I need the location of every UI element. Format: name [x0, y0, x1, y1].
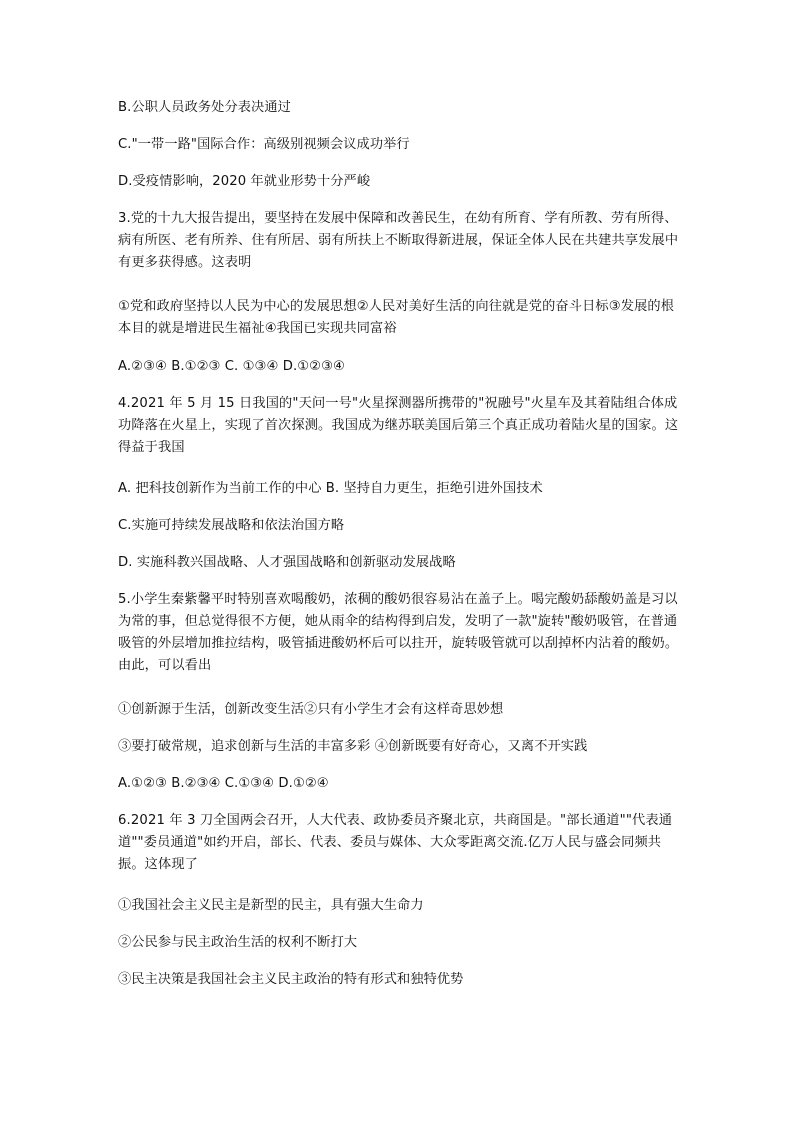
question-6-statement-2: ②公民参与民主政治生活的权利不断打大	[118, 935, 358, 950]
question-6-stem: 6.2021 年 3 刀全国两会召开，人大代表、政协委员齐聚北京，共商国是。"部长通道""代表通道""委员通道"如约开启，部长、代表、委员与媒体、大众零距离交流.亿万人民与盛会同频共振。这体现了	[118, 813, 673, 872]
question-3-options: A.②③④ B.①②③ C. ①③④ D.①②③④	[118, 359, 345, 374]
question-5-stem: 5.小学生秦紫馨平时特别喜欢喝酸奶，浓稠的酸奶很容易沾在盖子上。喝完酸奶舔酸奶盖是习以为常的事，但总觉得很不方便，她从雨伞的结构得到启发，发明了一款"旋转"酸奶吸管，在普通吸管的外层增加推拉结构，吸管插进酸奶杯后可以拄开，旋转吸管就可以刮掉杯内沾着的酸奶。由此，可以看出	[118, 592, 679, 673]
question-4-option-c: C.实施可持续发展战略和依法治国方略	[118, 518, 345, 533]
question-4-options-ab: A. 把科技创新作为当前工作的中心 B. 坚持自力更生，拒绝引进外国技术	[118, 481, 543, 496]
question-4-stem: 4.2021 年 5 月 15 日我国的"天问一号"火星探测器所携带的"祝融号"火星车及其着陆组合体成功降落在火星上，实现了首次探测。我国成为继苏联美国后第三个真正成功着陆火星的国家。这得益于我国	[118, 396, 679, 455]
question-5-statements-3-4: ③要打破常规，追求创新与生活的丰富多彩 ④创新既要有好奇心，又离不开实践	[118, 739, 588, 754]
question-6-statement-3: ③民主决策是我国社会主义民主政治的特有形式和独特优势	[118, 972, 464, 987]
question-4-option-d: D. 实施科教兴国战略、人才强国战略和创新驱动发展战略	[118, 555, 456, 570]
question-3-statements: ①党和政府坚持以人民为中心的发展思想②人民对美好生活的向往就是党的奋斗日标③发展的根本目的就是增进民生福祉④我国已实现共同富裕	[118, 299, 675, 336]
option-d-line: D.受疫情影响，2020 年就业形势十分严峻	[118, 174, 371, 189]
question-6-statement-1: ①我国社会主义民主是新型的民主，具有强大生命力	[118, 898, 424, 913]
option-c-line: C."一带一路"国际合作：高级别视频会议成功举行	[118, 137, 410, 152]
question-3-stem: 3.党的十九大报告提出，要坚持在发展中保障和改善民生，在幼有所育、学有所教、劳有所得、病有所医、老有所养、住有所居、弱有所扶上不断取得新进展，保证全体人民在共建共享发展中有更多获得感。这表明	[118, 211, 679, 270]
option-b-line: B.公职人员政务处分表决通过	[118, 100, 291, 115]
question-5-statements-1-2: ①创新源于生活，创新改变生活②只有小学生才会有这样奇思妙想	[118, 702, 504, 717]
question-5-options: A.①②③ B.②③④ C.①③④ D.①②④	[118, 776, 329, 791]
